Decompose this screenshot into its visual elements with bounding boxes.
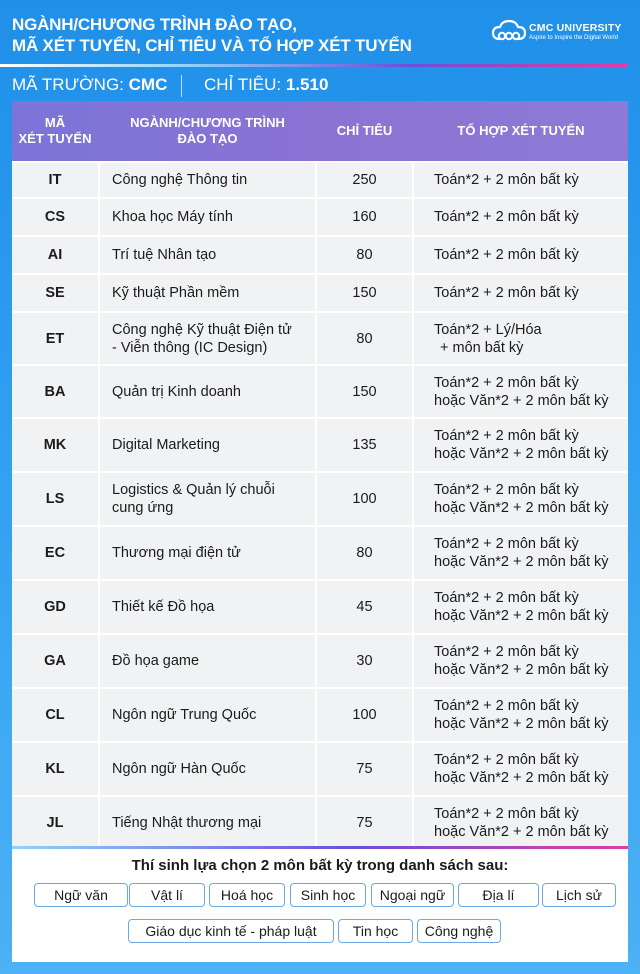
total-quota: [204, 75, 328, 95]
table-row: [12, 419, 628, 471]
school-code-value: CMC: [128, 75, 168, 94]
subject-footer: [12, 849, 628, 962]
page-title: [12, 14, 412, 56]
program-quota: 75: [356, 761, 373, 777]
combination-line-2: + môn bất kỳ: [440, 339, 524, 356]
program-quota: 30: [356, 653, 373, 669]
program-quota: 150: [352, 285, 377, 301]
program-name-line-1: Ngôn ngữ Trung Quốc: [112, 707, 257, 723]
combination-line-1: Toán*2 + 2 môn bất kỳ: [434, 172, 579, 188]
program-code: AI: [47, 247, 63, 263]
combination-line-2: hoặc Văn*2 + 2 môn bất kỳ: [434, 608, 609, 624]
program-name: [112, 635, 312, 687]
combination-line-1: Toán*2 + 2 môn bất kỳ: [434, 209, 579, 225]
program-name: [112, 797, 312, 848]
program-name: [112, 313, 312, 364]
header-program: [100, 101, 315, 161]
header-program-line-2: ĐÀO TẠO: [177, 131, 238, 146]
school-code: [12, 75, 167, 95]
program-combination: [434, 527, 628, 579]
program-quota: 80: [356, 247, 373, 263]
page-header: [0, 0, 640, 66]
subject-chip: Vật lí: [129, 883, 205, 907]
header-divider: [0, 64, 628, 67]
program-combination: [434, 743, 628, 795]
program-combination: [434, 237, 628, 273]
total-quota-label: CHỈ TIÊU:: [204, 75, 286, 94]
program-name: [112, 689, 312, 741]
program-combination: [434, 366, 628, 417]
program-name: [112, 199, 312, 235]
program-quota: 80: [356, 545, 373, 561]
program-code: CS: [44, 209, 66, 225]
program-name: [112, 743, 312, 795]
header-combination: TỔ HỢP XÉT TUYỂN: [457, 123, 585, 138]
combination-line-1: Toán*2 + 2 môn bất kỳ: [434, 374, 579, 391]
program-combination: [434, 635, 628, 687]
program-combination: [434, 797, 628, 848]
header-code-line-2: XÉT TUYỂN: [18, 131, 92, 146]
program-quota: 135: [352, 437, 377, 453]
program-code: IT: [48, 172, 62, 188]
program-combination: [434, 313, 628, 364]
combination-line-1: Toán*2 + 2 môn bất kỳ: [434, 752, 579, 768]
combination-line-1: Toán*2 + Lý/Hóa: [434, 321, 542, 338]
program-name: [112, 163, 312, 197]
programs-table: [12, 101, 628, 846]
table-row: [12, 689, 628, 741]
program-combination: [434, 419, 628, 471]
school-info-bar: [0, 71, 640, 101]
program-name: [112, 581, 312, 633]
table-row: [12, 635, 628, 687]
subject-chip: Hoá học: [209, 883, 285, 907]
program-combination: [434, 163, 628, 197]
subject-chip: Ngữ văn: [34, 883, 128, 907]
combination-line-1: Toán*2 + 2 môn bất kỳ: [434, 482, 579, 498]
program-name: [112, 366, 312, 417]
table-row: [12, 743, 628, 795]
combination-line-1: Toán*2 + 2 môn bất kỳ: [434, 536, 579, 552]
column-divider: [315, 161, 317, 846]
program-name-line-1: Đồ họa game: [112, 653, 200, 669]
program-name: [112, 275, 312, 311]
program-name-line-1: Ngôn ngữ Hàn Quốc: [112, 761, 246, 777]
combination-line-2: hoặc Văn*2 + 2 môn bất kỳ: [434, 392, 609, 409]
program-name-line-1: Logistics & Quản lý chuỗi: [112, 482, 275, 498]
program-name-line-1: Công nghệ Thông tin: [112, 172, 248, 188]
subject-chip: Giáo dục kinh tế - pháp luật: [128, 919, 334, 943]
cmc-university-logo: [492, 18, 632, 50]
program-name-line-1: Thương mại điện tử: [112, 545, 241, 561]
table-row: [12, 313, 628, 364]
column-divider: [98, 161, 100, 846]
program-quota: 100: [352, 707, 377, 723]
table-row: [12, 237, 628, 273]
subbar-separator: [181, 75, 182, 97]
program-name-line-1: Trí tuệ Nhân tạo: [112, 247, 217, 263]
logo-name: CMC UNIVERSITY: [529, 22, 622, 34]
program-name-line-1: Khoa học Máy tính: [112, 209, 233, 225]
combination-line-2: hoặc Văn*2 + 2 môn bất kỳ: [434, 446, 609, 462]
header-program-line-1: NGÀNH/CHƯƠNG TRÌNH: [130, 115, 285, 130]
program-code: EC: [44, 545, 66, 561]
program-combination: [434, 275, 628, 311]
title-line-1: NGÀNH/CHƯƠNG TRÌNH ĐÀO TẠO,: [12, 15, 297, 34]
program-code: CL: [45, 707, 65, 723]
combination-line-2: hoặc Văn*2 + 2 môn bất kỳ: [434, 770, 609, 786]
combination-line-1: Toán*2 + 2 môn bất kỳ: [434, 590, 579, 606]
table-row: [12, 473, 628, 525]
program-quota: 250: [352, 172, 377, 188]
program-quota: 75: [356, 814, 373, 831]
program-code: GA: [44, 653, 66, 669]
header-quota: CHỈ TIÊU: [336, 123, 393, 138]
program-name-line-1: Digital Marketing: [112, 437, 220, 453]
table-row: [12, 366, 628, 417]
table-row: [12, 527, 628, 579]
program-combination: [434, 581, 628, 633]
header-code-line-1: MÃ: [44, 115, 66, 130]
subject-chip: Tin học: [338, 919, 413, 943]
combination-line-1: Toán*2 + 2 môn bất kỳ: [434, 644, 579, 660]
program-name-line-2: cung ứng: [112, 500, 174, 516]
table-row: [12, 581, 628, 633]
column-divider: [412, 161, 414, 846]
program-combination: [434, 473, 628, 525]
program-code: ET: [45, 330, 65, 347]
subject-chip: Sinh học: [290, 883, 366, 907]
subject-note: Thí sinh lựa chọn 2 môn bất kỳ trong danh sách sau:: [131, 857, 509, 874]
program-name: [112, 527, 312, 579]
school-code-label: MÃ TRƯỜNG:: [12, 75, 129, 94]
program-name-line-1: Công nghệ Kỹ thuật Điện tử: [112, 321, 292, 338]
combination-line-1: Toán*2 + 2 môn bất kỳ: [434, 285, 579, 301]
program-quota: 150: [352, 383, 377, 400]
program-name: [112, 419, 312, 471]
program-quota: 160: [352, 209, 377, 225]
combination-line-2: hoặc Văn*2 + 2 môn bất kỳ: [434, 662, 609, 678]
program-combination: [434, 689, 628, 741]
subject-chip: Ngoại ngữ: [371, 883, 454, 907]
program-code: LS: [45, 491, 65, 507]
program-code: MK: [43, 437, 67, 453]
subject-chip: Lịch sử: [542, 883, 616, 907]
combination-line-2: hoặc Văn*2 + 2 môn bất kỳ: [434, 554, 609, 570]
combination-line-1: Toán*2 + 2 môn bất kỳ: [434, 247, 579, 263]
cmc-logo-icon: [492, 19, 526, 45]
program-code: BA: [44, 383, 66, 400]
table-header: [12, 101, 628, 161]
subject-chip: Công nghệ: [417, 919, 501, 943]
program-name-line-1: Tiếng Nhật thương mại: [112, 814, 262, 831]
header-code: [12, 101, 98, 161]
combination-line-2: hoặc Văn*2 + 2 môn bất kỳ: [434, 716, 609, 732]
table-row: [12, 275, 628, 311]
program-code: GD: [44, 599, 66, 615]
program-code: KL: [45, 761, 65, 777]
program-name-line-1: Kỹ thuật Phần mềm: [112, 285, 240, 301]
program-name-line-1: Thiết kế Đồ họa: [112, 599, 215, 615]
title-line-2: MÃ XÉT TUYỂN, CHỈ TIÊU VÀ TỔ HỢP XÉT TUYỂN: [12, 36, 412, 55]
program-code: JL: [46, 814, 64, 831]
combination-line-2: hoặc Văn*2 + 2 môn bất kỳ: [434, 500, 609, 516]
subject-chip: Địa lí: [458, 883, 539, 907]
logo-tagline: Aspire to Inspire the Digital World: [529, 35, 618, 41]
program-code: SE: [45, 285, 65, 301]
combination-line-1: Toán*2 + 2 môn bất kỳ: [434, 428, 579, 444]
program-name: [112, 473, 312, 525]
table-row: [12, 199, 628, 235]
table-row: [12, 797, 628, 848]
combination-line-2: hoặc Văn*2 + 2 môn bất kỳ: [434, 823, 609, 840]
program-combination: [434, 199, 628, 235]
program-quota: 100: [352, 491, 377, 507]
program-quota: 45: [356, 599, 373, 615]
program-quota: 80: [356, 330, 373, 347]
program-name-line-2: - Viễn thông (IC Design): [112, 339, 268, 356]
table-row: [12, 163, 628, 197]
combination-line-1: Toán*2 + 2 môn bất kỳ: [434, 805, 579, 822]
program-name: [112, 237, 312, 273]
program-name-line-1: Quản trị Kinh doanh: [112, 383, 241, 400]
total-quota-value: 1.510: [285, 75, 329, 94]
combination-line-1: Toán*2 + 2 môn bất kỳ: [434, 698, 579, 714]
